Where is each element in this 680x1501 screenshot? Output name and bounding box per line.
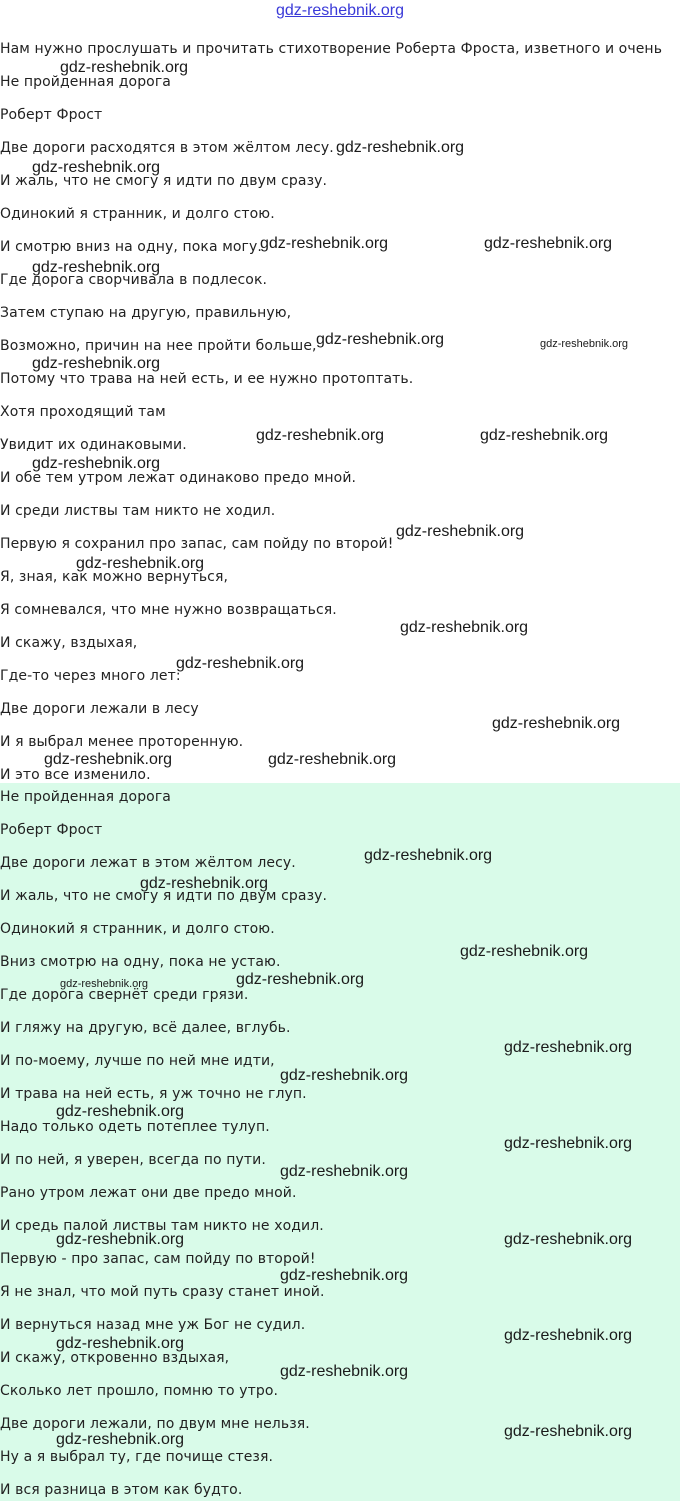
poem-line: Потому что трава на ней есть, и ее нужно протоптать. (0, 371, 414, 387)
poem-line: Вниз смотрю на одну, пока не устаю. (0, 954, 281, 970)
watermark-text: gdz-reshebnik.org (236, 971, 365, 988)
poem-line: И по ней, я уверен, всегда по пути. (0, 1152, 266, 1168)
poem-line: И трава на ней есть, я уж точно не глуп. (0, 1086, 307, 1102)
watermark-text: gdz-reshebnik.org (504, 1423, 633, 1440)
poem-line: И скажу, откровенно вздыхая, (0, 1350, 230, 1366)
site-header-link[interactable]: gdz-reshebnik.org (275, 2, 405, 19)
watermark-text: gdz-reshebnik.org (56, 1431, 185, 1448)
poem-line: Роберт Фрост (0, 822, 103, 838)
poem-line: Не пройденная дорога (0, 74, 171, 90)
poem-line: Где-то через много лет: (0, 668, 181, 684)
poem-line: И гляжу на другую, всё далее, вглубь. (0, 1020, 291, 1036)
watermark-text: gdz-reshebnik.org (60, 978, 149, 990)
watermark-text: gdz-reshebnik.org (280, 1163, 409, 1180)
poem-line: Я сомневался, что мне нужно возвращаться. (0, 602, 337, 618)
poem-line: И среди листвы там никто не ходил. (0, 503, 276, 519)
watermark-text: gdz-reshebnik.org (56, 1335, 185, 1352)
watermark-text: gdz-reshebnik.org (504, 1039, 633, 1056)
poem-line: Первую - про запас, сам пойду по второй! (0, 1251, 316, 1267)
poem-line: Ну а я выбрал ту, где почище стезя. (0, 1449, 274, 1465)
watermark-text: gdz-reshebnik.org (336, 139, 465, 156)
watermark-text: gdz-reshebnik.org (44, 751, 173, 768)
watermark-text: gdz-reshebnik.org (32, 355, 161, 372)
watermark-text: gdz-reshebnik.org (56, 1103, 185, 1120)
poem-line: Роберт Фрост (0, 107, 103, 123)
poem-line: Хотя проходящий там (0, 404, 166, 420)
poem-line: Одинокий я странник, и долго стою. (0, 921, 275, 937)
watermark-text: gdz-reshebnik.org (492, 715, 621, 732)
poem-line: Рано утром лежат они две предо мной. (0, 1185, 297, 1201)
watermark-text: gdz-reshebnik.org (140, 875, 269, 892)
watermark-text: gdz-reshebnik.org (400, 619, 529, 636)
watermark-text: gdz-reshebnik.org (504, 1135, 633, 1152)
watermark-text: gdz-reshebnik.org (32, 455, 161, 472)
watermark-text: gdz-reshebnik.org (280, 1363, 409, 1380)
poem-line: Две дороги лежали в лесу (0, 701, 199, 717)
poem-line: Я не знал, что мой путь сразу станет иной. (0, 1284, 325, 1300)
watermark-text: gdz-reshebnik.org (484, 235, 613, 252)
poem-line: Я, зная, как можно вернуться, (0, 569, 229, 585)
watermark-text: gdz-reshebnik.org (460, 943, 589, 960)
poem-line: Сколько лет прошло, помню то утро. (0, 1383, 279, 1399)
intro-text: Нам нужно прослушать и прочитать стихотворение Роберта Фроста, изветного и очень (0, 41, 663, 57)
watermark-text: gdz-reshebnik.org (176, 655, 305, 672)
poem-line: Две дороги лежали, по двум мне нельзя. (0, 1416, 310, 1432)
watermark-text: gdz-reshebnik.org (316, 331, 445, 348)
poem-line: Где дорога сворчивала в подлесок. (0, 272, 268, 288)
poem-line: Затем ступаю на другую, правильную, (0, 305, 292, 321)
poem-line: И я выбрал менее проторенную. (0, 734, 244, 750)
poem-line: Две дороги расходятся в этом жёлтом лесу. (0, 140, 334, 156)
watermark-text: gdz-reshebnik.org (504, 1231, 633, 1248)
poem-line: И средь палой листвы там никто не ходил. (0, 1218, 324, 1234)
watermark-text: gdz-reshebnik.org (256, 427, 385, 444)
watermark-text: gdz-reshebnik.org (504, 1327, 633, 1344)
poem-line: И это все изменило. (0, 767, 151, 783)
poem-line: Первую я сохранил про запас, сам пойду по второй! (0, 536, 394, 552)
watermark-text: gdz-reshebnik.org (364, 847, 493, 864)
poem-line: И скажу, вздыхая, (0, 635, 138, 651)
watermark-text: gdz-reshebnik.org (76, 555, 205, 572)
watermark-text: gdz-reshebnik.org (280, 1067, 409, 1084)
poem-line: И обе тем утром лежат одинаково предо мной. (0, 470, 357, 486)
poem-line: И вернуться назад мне уж Бог не судил. (0, 1317, 306, 1333)
poem-line: Не пройденная дорога (0, 789, 171, 805)
watermark-text: gdz-reshebnik.org (32, 259, 161, 276)
poem-line: Одинокий я странник, и долго стою. (0, 206, 275, 222)
poem-line: Увидит их одинаковыми. (0, 437, 187, 453)
watermark-text: gdz-reshebnik.org (396, 523, 525, 540)
poem-line: И вся разница в этом как будто. (0, 1482, 243, 1498)
poem-line: Две дороги лежат в этом жёлтом лесу. (0, 855, 296, 871)
poem-line: И смотрю вниз на одну, пока могу. (0, 239, 262, 255)
watermark-text: gdz-reshebnik.org (260, 235, 389, 252)
poem-line: И жаль, что не смогу я идти по двум сразу. (0, 888, 328, 904)
watermark-text: gdz-reshebnik.org (60, 59, 189, 76)
watermark-text: gdz-reshebnik.org (540, 338, 629, 350)
poem-line: И по-моему, лучше по ней мне идти, (0, 1053, 275, 1069)
watermark-text: gdz-reshebnik.org (480, 427, 609, 444)
poem-line: Возможно, причин на нее пройти больше, (0, 338, 317, 354)
poem-line: Где дорога свернёт среди грязи. (0, 987, 249, 1003)
watermark-text: gdz-reshebnik.org (280, 1267, 409, 1284)
watermark-text: gdz-reshebnik.org (268, 751, 397, 768)
poem-line: И жаль, что не смогу я идти по двум сразу. (0, 173, 328, 189)
watermark-text: gdz-reshebnik.org (32, 159, 161, 176)
poem-line: Надо только одеть потеплее тулуп. (0, 1119, 270, 1135)
watermark-text: gdz-reshebnik.org (56, 1231, 185, 1248)
